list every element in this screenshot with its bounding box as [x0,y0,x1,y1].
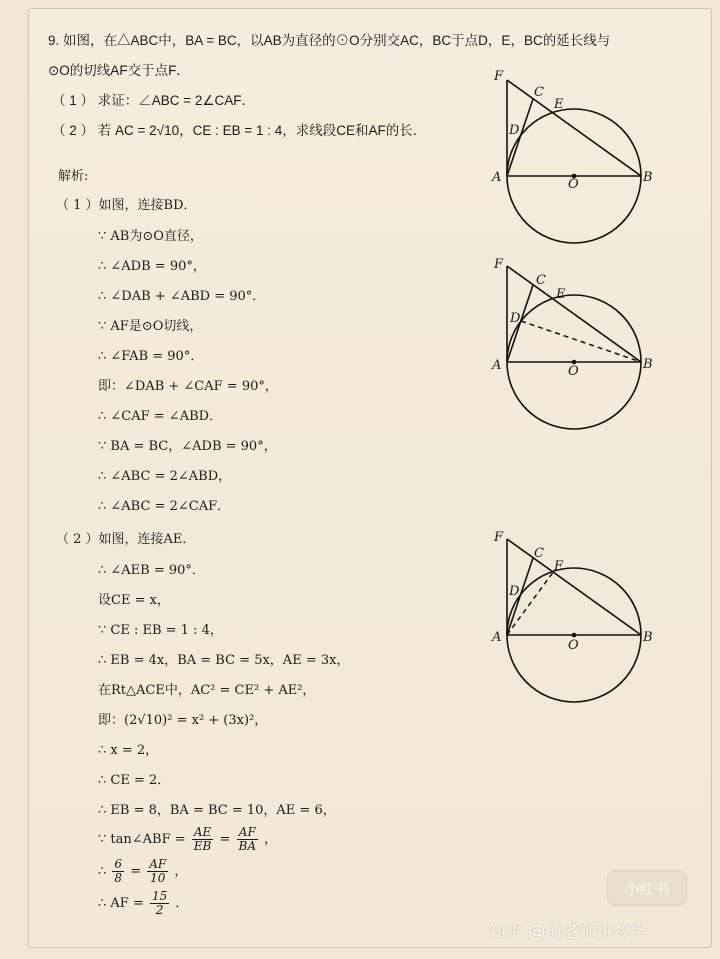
fraction-numerator: AF [237,826,258,840]
comma: ， [174,864,188,879]
p1-step: ∴ ∠ABC = 2∠CAF． [98,499,231,514]
label-b: B [643,630,653,645]
label-e: E [554,559,564,574]
segment-bd-dashed [521,321,641,362]
geometry-figure-1 [488,64,658,224]
p2-step: 即：(2√10)² = x² + (3x)²， [98,713,268,728]
p1-step: ∵ AF是⊙O切线， [98,319,203,334]
fraction-numerator: AF [149,857,167,871]
geometry-figure-3 [488,528,658,708]
p2-step: ∴ CE = 2． [98,773,171,788]
equals-sign: = [130,864,142,879]
fraction-denominator: 2 [155,903,164,917]
p1-step: ∵ BA = BC，∠ADB = 90°， [98,439,277,454]
label-d: D [509,584,520,599]
ratio-equation [98,858,187,885]
p2-step: ∴ ∠AEB = 90°． [98,563,205,578]
part1-title: （ 1 ）如图，连接BD． [56,198,197,213]
fraction-af-10 [147,858,168,885]
label-o: O [568,638,579,653]
label-b: B [643,357,653,372]
center-point-o [572,633,577,638]
zhihu-watermark: 知乎 @琦老师讲数学 [489,922,648,942]
equals-sign: = [219,832,231,847]
p1-step: ∴ ∠ABC = 2∠ABD， [98,469,232,484]
fraction-denominator: 8 [114,871,123,885]
problem-part-2: （ 2 ） 若 AC = 2√10，CE : EB = 1 : 4，求线段CE和AF的长． [52,123,427,138]
p2-step: 设CE = x， [98,593,170,608]
tan-equation [98,826,277,853]
segment-ae-dashed [507,571,554,635]
af-result [98,890,188,917]
label-e: E [554,97,564,112]
label-e: E [556,287,566,302]
fraction-af-ba [237,826,258,853]
p1-step: ∵ AB为⊙O直径， [98,229,203,244]
label-d: D [509,123,520,138]
label-a: A [492,630,502,645]
xiaohongshu-watermark: 小红书 [607,870,687,906]
tan-prefix: ∵ tan∠ABF = [98,832,186,847]
problem-part-1: （ 1 ） 求证：∠ABC = 2∠CAF． [52,93,256,108]
p1-step: ∴ ∠ADB = 90°， [98,259,206,274]
problem-line-1: 9. 如图，在△ABC中，BA = BC，以AB为直径的⊙O分别交AC，BC于点D，E，BC的延长线与 [48,33,611,48]
p1-step: ∴ ∠FAB = 90°． [98,349,204,364]
fraction-denominator: BA [238,839,257,853]
label-f: F [494,257,504,272]
label-b: B [643,170,653,185]
period: ． [175,896,189,911]
fraction-denominator: EB [193,839,212,853]
p2-step: ∴ EB = 4x，BA = BC = 5x，AE = 3x， [98,653,350,668]
label-a: A [492,358,502,373]
label-c: C [536,273,546,288]
p2-step: ∴ x = 2， [98,743,159,758]
p2-step: ∴ EB = 8，BA = BC = 10，AE = 6， [98,803,336,818]
fraction-numerator: AE [192,826,214,840]
label-f: F [494,530,504,545]
therefore-sign: ∴ [98,864,107,879]
label-o: O [568,177,579,192]
label-c: C [534,85,544,100]
problem-line-2: ⊙O的切线AF交于点F． [48,63,190,78]
part2-title: （ 2 ）如图，连接AE． [56,532,196,547]
fraction-denominator: 10 [150,871,166,885]
label-c: C [534,546,544,561]
p1-step: ∴ ∠DAB + ∠ABD = 90°． [98,289,266,304]
af-prefix: ∴ AF = [98,896,144,911]
p1-step: ∴ ∠CAF = ∠ABD． [98,409,223,424]
fraction-6-8 [112,858,124,885]
fraction-ae-eb [192,826,214,853]
geometry-figure-2 [488,254,658,434]
solution-heading: 解析: [58,169,89,184]
label-a: A [492,170,502,185]
label-d: D [510,311,521,326]
p2-step: 在Rt△ACE中，AC² = CE² + AE²， [98,683,316,698]
fraction-numerator: 6 [114,857,123,871]
p2-step: ∵ CE : EB = 1 : 4， [98,623,223,638]
p1-step: 即：∠DAB + ∠CAF = 90°， [98,379,278,394]
fraction-numerator: 15 [151,889,168,903]
label-o: O [568,364,579,379]
comma: ， [264,832,278,847]
fraction-15-2 [150,890,169,917]
label-f: F [494,69,504,84]
